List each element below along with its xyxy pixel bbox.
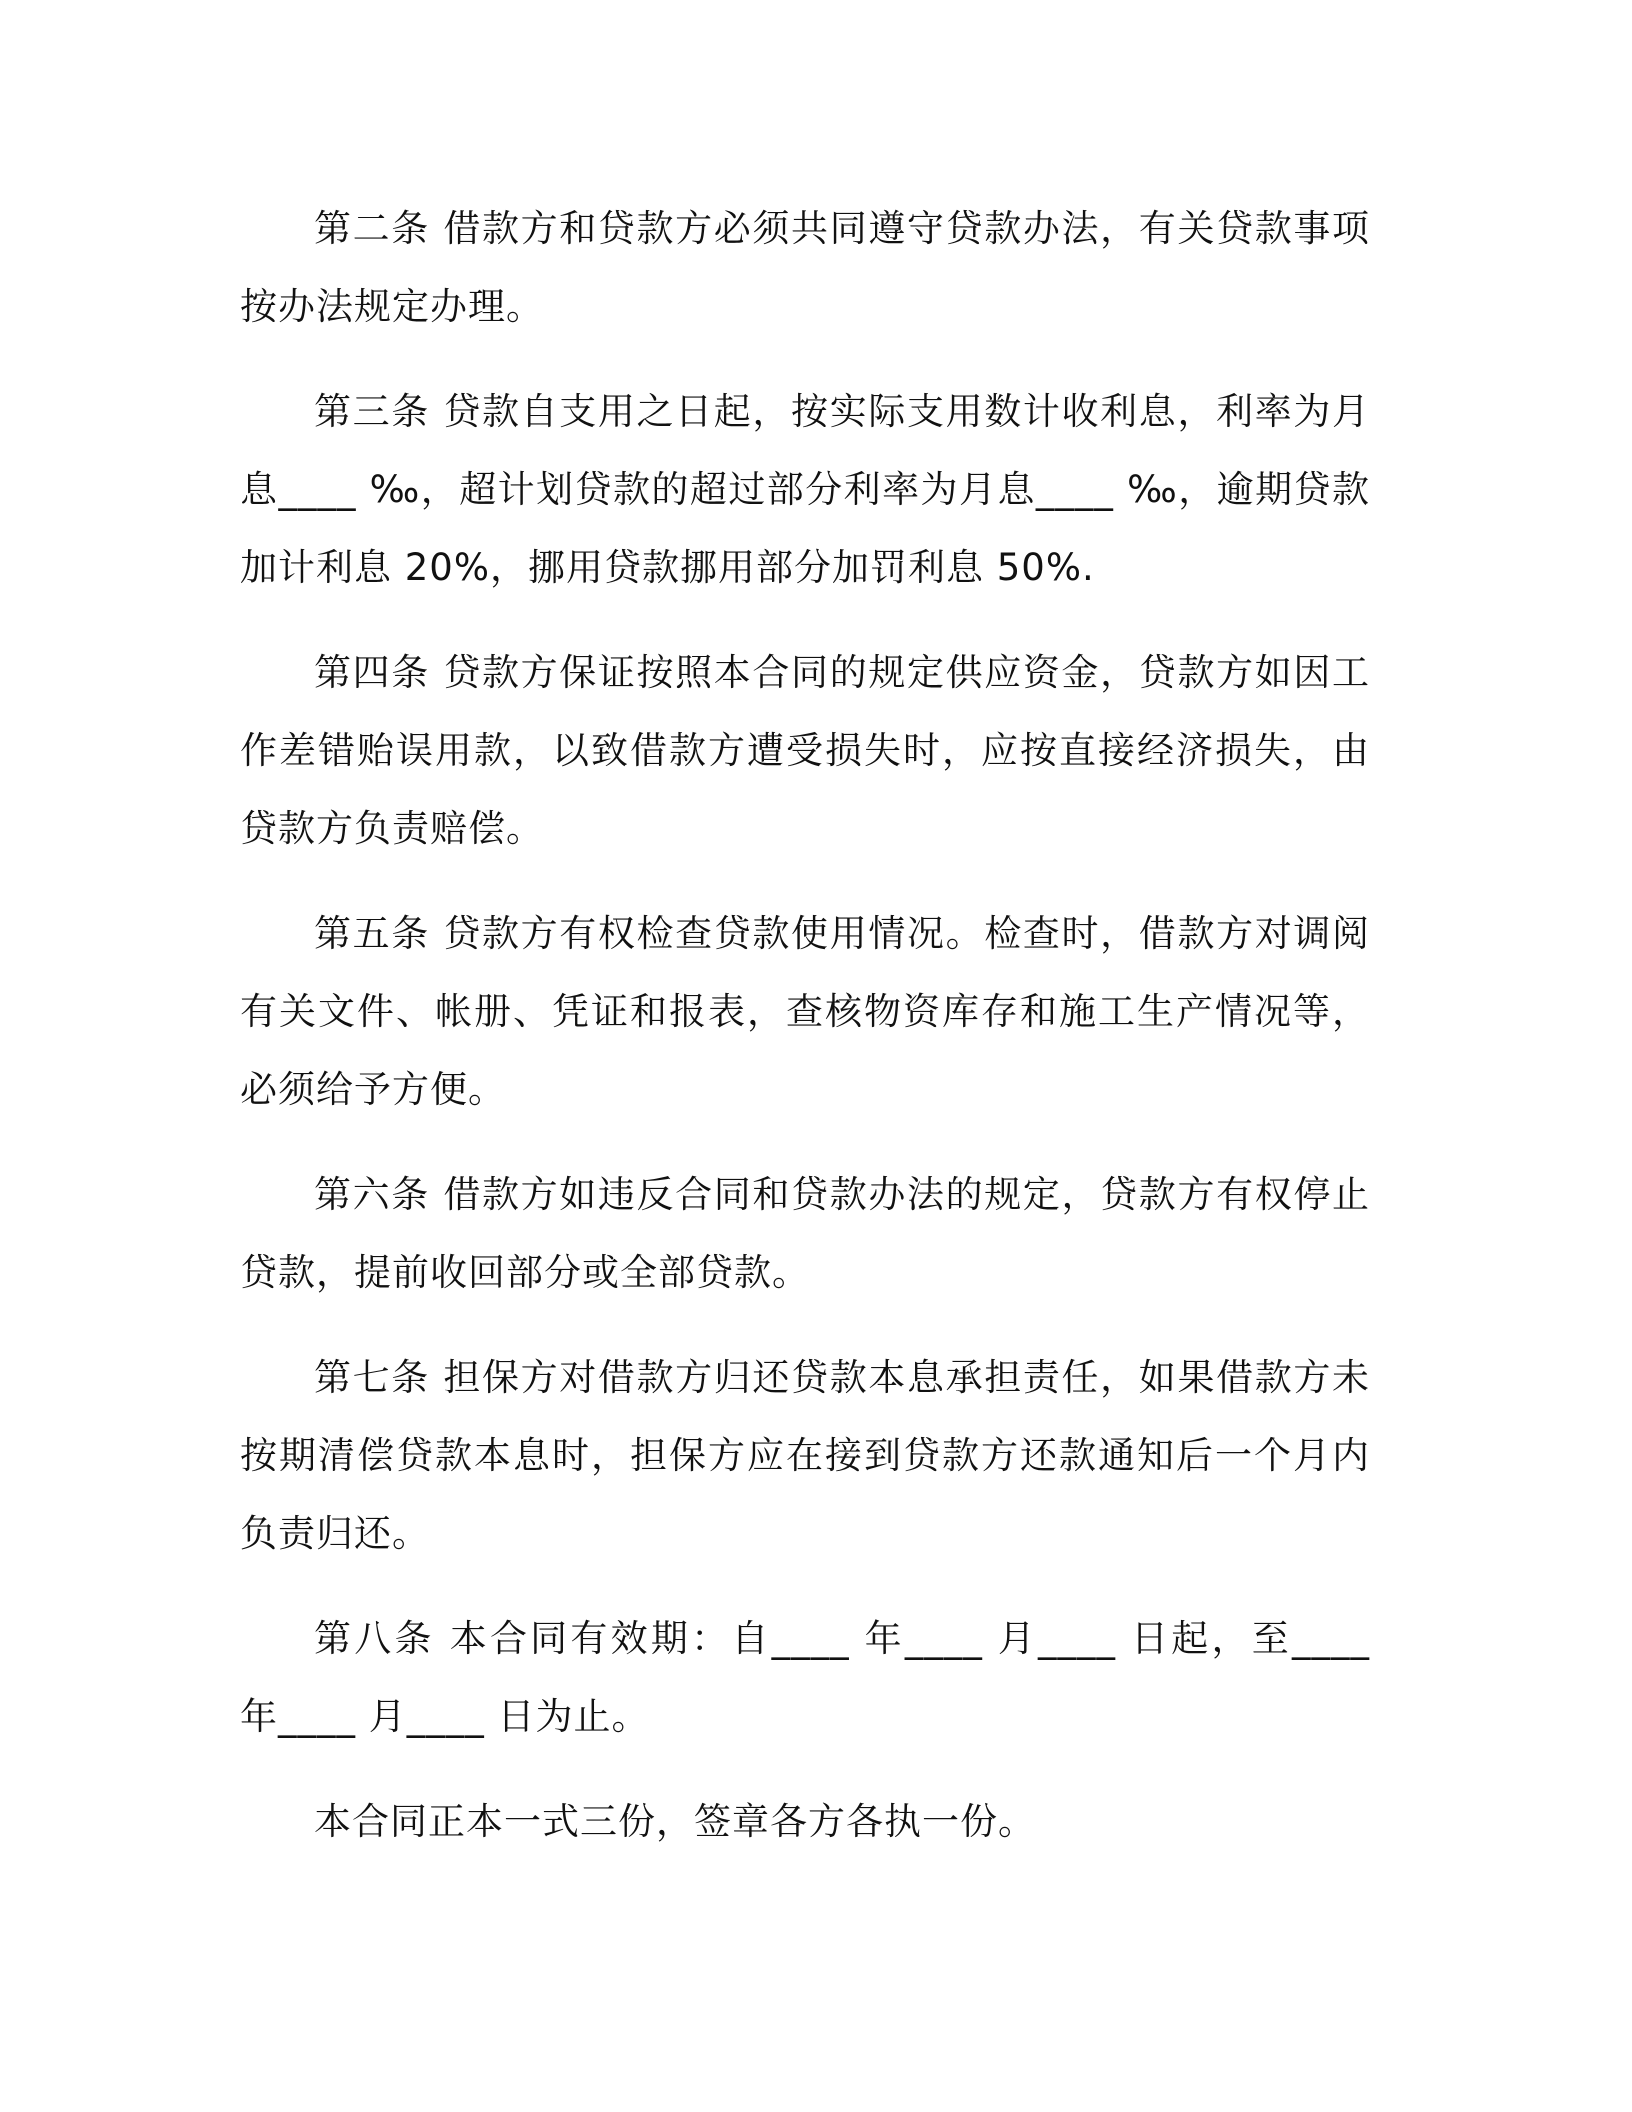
article-4-paragraph: 第四条 贷款方保证按照本合同的规定供应资金，贷款方如因工作差错贻误用款，以致借款方遭受损失时，应按直接经济损失，由贷款方负责赔偿。 xyxy=(240,651,1370,850)
article-5-paragraph: 第五条 贷款方有权检查贷款使用情况。检查时，借款方对调阅有关文件、帐册、凭证和报表，查核物资库存和施工生产情况等，必须给予方便。 xyxy=(240,912,1370,1111)
copies-clause-paragraph: 本合同正本一式三份，签章各方各执一份。 xyxy=(314,1800,1036,1843)
article-2-paragraph: 第二条 借款方和贷款方必须共同遵守贷款办法，有关贷款事项按办法规定办理。 xyxy=(240,207,1370,328)
article-6-paragraph: 第六条 借款方如违反合同和贷款办法的规定，贷款方有权停止贷款，提前收回部分或全部贷款。 xyxy=(240,1173,1370,1294)
article-7-paragraph: 第七条 担保方对借款方归还贷款本息承担责任，如果借款方未按期清偿贷款本息时，担保方应在接到贷款方还款通知后一个月内负责归还。 xyxy=(240,1356,1370,1555)
article-8-paragraph: 第八条 本合同有效期：自____ 年____ 月____ 日起，至____ 年____ 月____ 日为止。 xyxy=(240,1617,1383,1738)
document-page xyxy=(240,190,1383,1888)
article-3-paragraph: 第三条 贷款自支用之日起，按实际支用数计收利息，利率为月息____ ‰，超计划贷款的超过部分利率为月息____ ‰，逾期贷款加计利息 20%，挪用贷款挪用部分加罚利息 50%. xyxy=(240,390,1370,589)
